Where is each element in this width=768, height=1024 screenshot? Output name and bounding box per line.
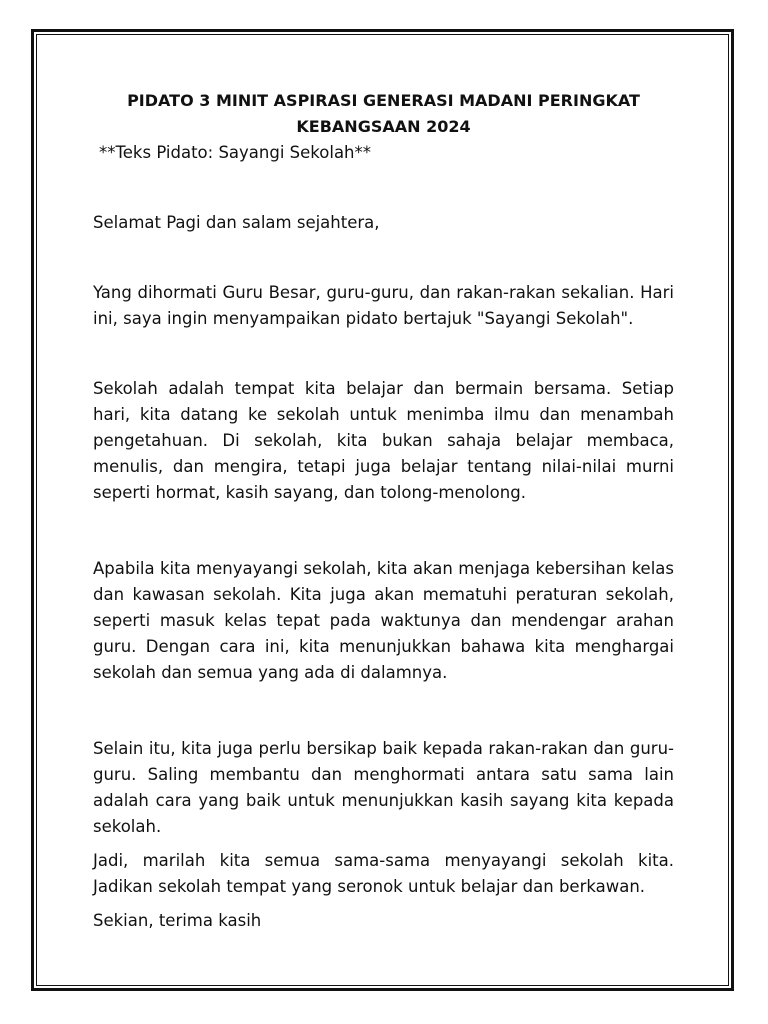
paragraph-2: Sekolah adalah tempat kita belajar dan bermain bersama. Setiap hari, kita datang ke sekolah untuk menimba ilmu dan menambah pengetahuan. Di sekolah, kita bukan sahaja belajar membaca, menulis, dan mengira, tetapi juga belajar tentang nilai-nilai murni seperti hormat, kasih sayang, dan tolong-menolong. — [93, 379, 674, 502]
greeting: Selamat Pagi dan salam sejahtera, — [93, 213, 380, 232]
document-title: PIDATO 3 MINIT ASPIRASI GENERASI MADANI PERINGKAT KEBANGSAAN 2024 — [127, 91, 640, 136]
speech-subtitle: **Teks Pidato: Sayangi Sekolah** — [99, 143, 372, 162]
paragraph-1: Yang dihormati Guru Besar, guru-guru, dan rakan-rakan sekalian. Hari ini, saya ingin menyampaikan pidato bertajuk "Sayangi Sekolah". — [93, 283, 674, 328]
paragraph-4: Selain itu, kita juga perlu bersikap baik kepada rakan-rakan dan guru-guru. Saling membantu dan menghormati antara satu sama lain adalah cara yang baik untuk menunjukkan kasih sayang kita kepada sekolah. — [93, 739, 674, 836]
speech-content — [93, 88, 674, 934]
closing: Sekian, terima kasih — [93, 911, 262, 930]
paragraph-5: Jadi, marilah kita semua sama-sama menyayangi sekolah kita. Jadikan sekolah tempat yang seronok untuk belajar dan berkawan. — [93, 851, 674, 896]
paragraph-3: Apabila kita menyayangi sekolah, kita akan menjaga kebersihan kelas dan kawasan sekolah. Kita juga akan mematuhi peraturan sekolah, seperti masuk kelas tepat pada waktunya dan mendengar arahan guru. Dengan cara ini, kita menunjukkan bahawa kita menghargai sekolah dan semua yang ada di dalamnya. — [93, 559, 674, 682]
